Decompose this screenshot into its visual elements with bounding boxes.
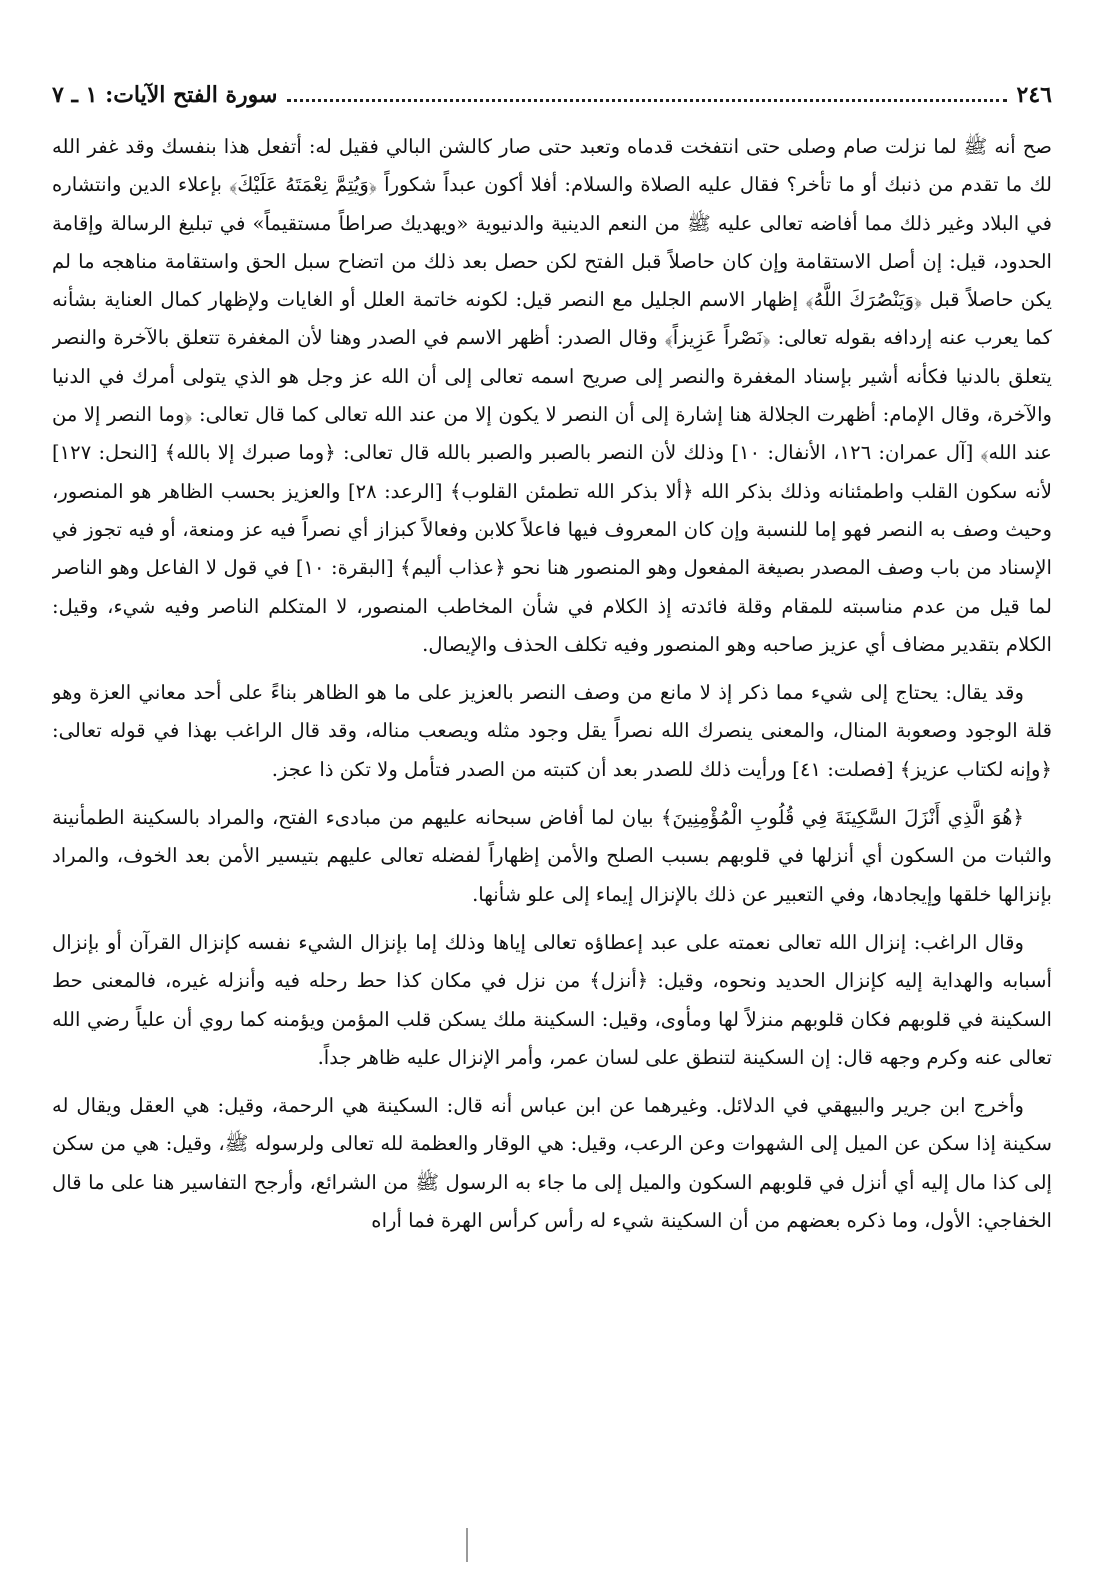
header-leader-dots — [287, 97, 1006, 102]
page-number: ٢٤٦ — [1016, 82, 1052, 108]
paragraph-gap — [52, 914, 1052, 924]
page — [52, 78, 1052, 1548]
paragraph-1: صح أنه ﷺ لما نزلت صام وصلى حتى انتفخت قدماه وتعبد حتى صار كالشن البالي فقيل له: أتفعل هذا بنفسك وقد غفر الله لك ما تقدم من ذنبك أو ما تأخر؟ فقال عليه الصلاة والسلام: أفلا أكون عبداً شكوراً ﴿وَيُتِمَّ نِعْمَتَهُ عَلَيْكَ﴾ بإعلاء الدين وانتشاره في البلاد وغير ذلك مما أفاضه تعالى عليه ﷺ من النعم الدينية والدنيوية «ويهديك صراطاً مستقيماً» في تبليغ الرسالة وإقامة الحدود، قيل: إن أصل الاستقامة وإن كان حاصلاً قبل الفتح لكن حصل بعد ذلك من اتضاح سبل الحق واستقامة مناهجه ما لم يكن حاصلاً قبل ﴿وَيَنْصُرَكَ اللَّهُ﴾ إظهار الاسم الجليل مع النصر قيل: لكونه خاتمة العلل أو الغايات ولإظهار كمال العناية بشأنه كما يعرب عنه إردافه بقوله تعالى: ﴿نَصْراً عَزِيزاً﴾ وقال الصدر: أظهر الاسم في الصدر وهنا لأن المغفرة تتعلق بالآخرة والنصر يتعلق بالدنيا فكأنه أشير بإسناد المغفرة والنصر إلى صريح اسمه تعالى إلى أن الله عز وجل هو الذي يتولى أمرك في الدنيا والآخرة، وقال الإمام: أظهرت الجلالة هنا إشارة إلى أن النصر لا يكون إلا من عند الله تعالى كما قال تعالى: ﴿وما النصر إلا من عند الله﴾ [آل عمران: ١٢٦، الأنفال: ١٠] وذلك لأن النصر بالصبر والصبر بالله قال تعالى: ﴿وما صبرك إلا بالله﴾ [النحل: ١٢٧] لأنه سكون القلب واطمئنانه وذلك بذكر الله ﴿ألا بذكر الله تطمئن القلوب﴾ [الرعد: ٢٨] والعزيز بحسب الظاهر هو المنصور، وحيث وصف به النصر فهو إما للنسبة وإن كان المعروف فيها فاعلاً كلابن وفعالاً كبزاز أي نصراً فيه عز ومنعة، أو فيه تجوز في الإسناد من باب وصف المصدر بصيغة المفعول وهو المنصور هنا نحو ﴿عذاب أليم﴾ [البقرة: ١٠] في قول لا الفاعل وهو الناصر لما قيل من عدم مناسبته للمقام وقلة فائدته إذ الكلام في شأن المخاطب المنصور، لا المتكلم الناصر وفيه شيء، وقيل: الكلام بتقدير مضاف أي عزيز صاحبه وهو المنصور وفيه تكلف الحذف والإيصال. — [52, 135, 1052, 656]
running-header — [52, 78, 1052, 114]
scan-mark — [466, 1528, 468, 1562]
paragraph-gap — [52, 789, 1052, 799]
paragraph-gap — [52, 1077, 1052, 1087]
paragraph-3: ﴿هُوَ الَّذِي أَنْزَلَ السَّكِينَةَ فِي قُلُوبِ الْمُؤْمِنِينَ﴾ بيان لما أفاض سبحانه عليهم من مبادىء الفتح، والمراد بالسكينة الطمأنينة والثبات من السكون أي أنزلها في قلوبهم بسبب الصلح والأمن إظهاراً لفضله تعالى عليهم بتيسير الأمن بعد الخوف، والمراد بإنزالها خلقها وإيجادها، وفي التعبير عن ذلك بالإنزال إيماء إلى علو شأنها. — [52, 806, 1052, 906]
paragraph-4: وقال الراغب: إنزال الله تعالى نعمته على عبد إعطاؤه تعالى إياها وذلك إما بإنزال الشيء نفسه كإنزال القرآن أو بإنزال أسبابه والهداية إليه كإنزال الحديد ونحوه، وقيل: ﴿أنزل﴾ من نزل في مكان كذا حط رحله فيه وأنزله غيره، فالمعنى حط السكينة في قلوبهم فكان قلوبهم منزلاً لها ومأوى، وقيل: السكينة ملك يسكن قلب المؤمن ويؤمنه كما روي أن علياً رضي الله تعالى عنه وكرم وجهه قال: إن السكينة لتنطق على لسان عمر، وأمر الإنزال عليه ظاهر جداً. — [52, 930, 1052, 1069]
surah-title: سورة الفتح الآيات: ١ ـ ٧ — [52, 82, 278, 108]
paragraph-gap — [52, 664, 1052, 674]
paragraph-5: وأخرج ابن جرير والبيهقي في الدلائل. وغيرهما عن ابن عباس أنه قال: السكينة هي الرحمة، وقيل: هي العقل ويقال له سكينة إذا سكن عن الميل إلى الشهوات وعن الرعب، وقيل: هي الوقار والعظمة لله تعالى ولرسوله ﷺ، وقيل: هي من سكن إلى كذا مال إليه أي أنزل في قلوبهم السكون والميل إلى ما جاء به الرسول ﷺ من الشرائع، وأرجح التفاسير هنا على ما قال الخفاجي: الأول، وما ذكره بعضهم من أن السكينة شيء له رأس كرأس الهرة فما أراه — [52, 1094, 1052, 1233]
paragraph-2: وقد يقال: يحتاج إلى شيء مما ذكر إذ لا مانع من وصف النصر بالعزيز على ما هو الظاهر بناءً على أحد معاني العزة وهو قلة الوجود وصعوبة المنال، والمعنى ينصرك الله نصراً يقل وجود مثله ويصعب مناله، وقد قال الراغب بهذا في قوله تعالى: ﴿وإنه لكتاب عزيز﴾ [فصلت: ٤١] ورأيت ذلك للصدر بعد أن كتبته من الصدر فتأمل ولا تكن ذا عجز. — [52, 681, 1052, 781]
